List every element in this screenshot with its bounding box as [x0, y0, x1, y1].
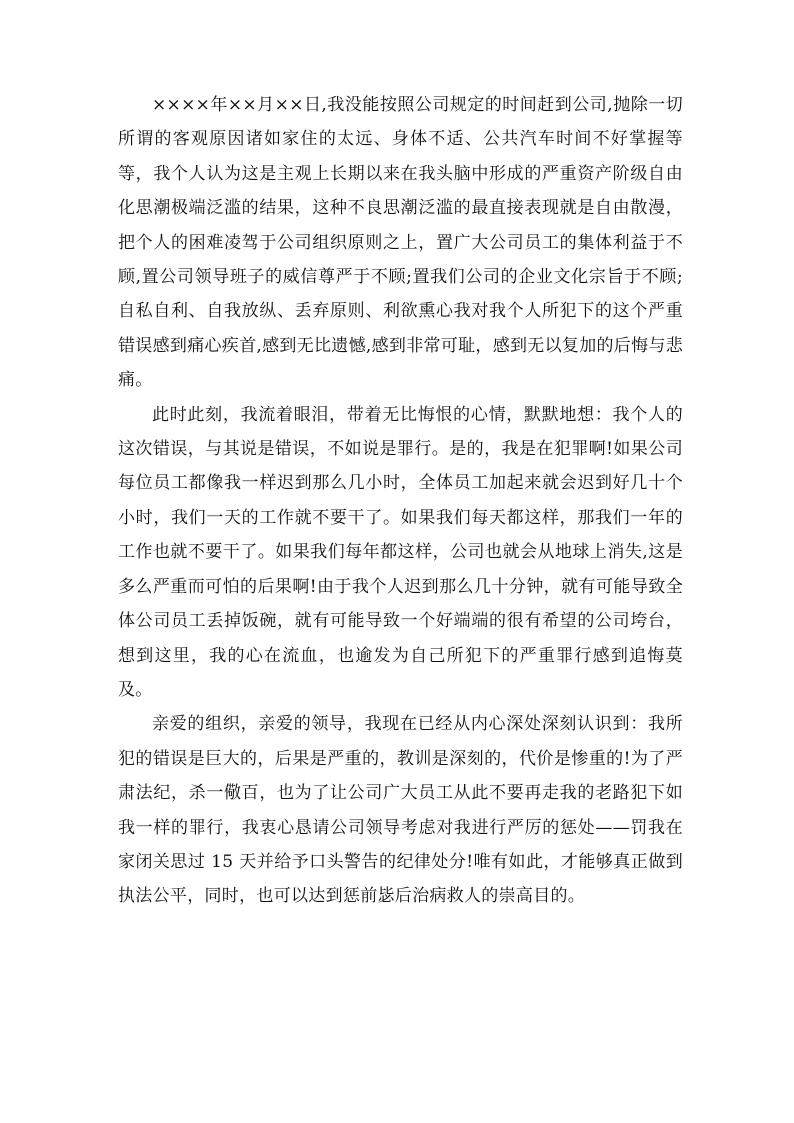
paragraph-3: 亲爱的组织，亲爱的领导，我现在已经从内心深处深刻认识到：我所犯的错误是巨大的，后果是严重的，教训是深刻的，代价是惨重的!为了严肃法纪，杀一儆百，也为了让公司广大员工从此不要再走我的老路犯下如我一样的罪行，我衷心恳请公司领导考虑对我进行严厉的惩处——罚我在家闭关思过 15 天并给予口头警告的纪律处分!唯有如此，才能够真正做到执法公平，同时，也可以达到惩前毖后治病救人的崇高目的。	[118, 714, 683, 907]
paragraph-1: ××××年××月××日,我没能按照公司规定的时间赶到公司,抛除一切所谓的客观原因诸如家住的太远、身体不适、公共汽车时间不好掌握等等，我个人认为这是主观上长期以来在我头脑中形成的严重资产阶级自由化思潮极端泛滥的结果，这种不良思潮泛滥的最直接表现就是自由散漫，把个人的困难凌驾于公司组织原则之上，置广大公司员工的集体利益于不顾,置公司领导班子的威信尊严于不顾;置我们公司的企业文化宗旨于不顾;自私自利、自我放纵、丢弃原则、利欲熏心我对我个人所犯下的这个严重错误感到痛心疾首,感到无比遗憾,感到非常可耻，感到无以复加的后悔与悲痛。	[118, 95, 684, 391]
document-body	[118, 88, 683, 914]
paragraph-2: 此时此刻，我流着眼泪，带着无比悔恨的心情，默默地想：我个人的这次错误，与其说是错误，不如说是罪行。是的，我是在犯罪啊!如果公司每位员工都像我一样迟到那么几小时，全体员工加起来就会迟到好几十个小时，我们一天的工作就不要干了。如果我们每天都这样，那我们一年的工作也就不要干了。如果我们每年都这样，公司也就会从地球上消失,这是多么严重而可怕的后果啊!由于我个人迟到那么几十分钟，就有可能导致全体公司员工丢掉饭碗，就有可能导致一个好端端的很有希望的公司垮台，想到这里，我的心在流血，也逾发为自己所犯下的严重罪行感到追悔莫及。	[118, 404, 683, 700]
